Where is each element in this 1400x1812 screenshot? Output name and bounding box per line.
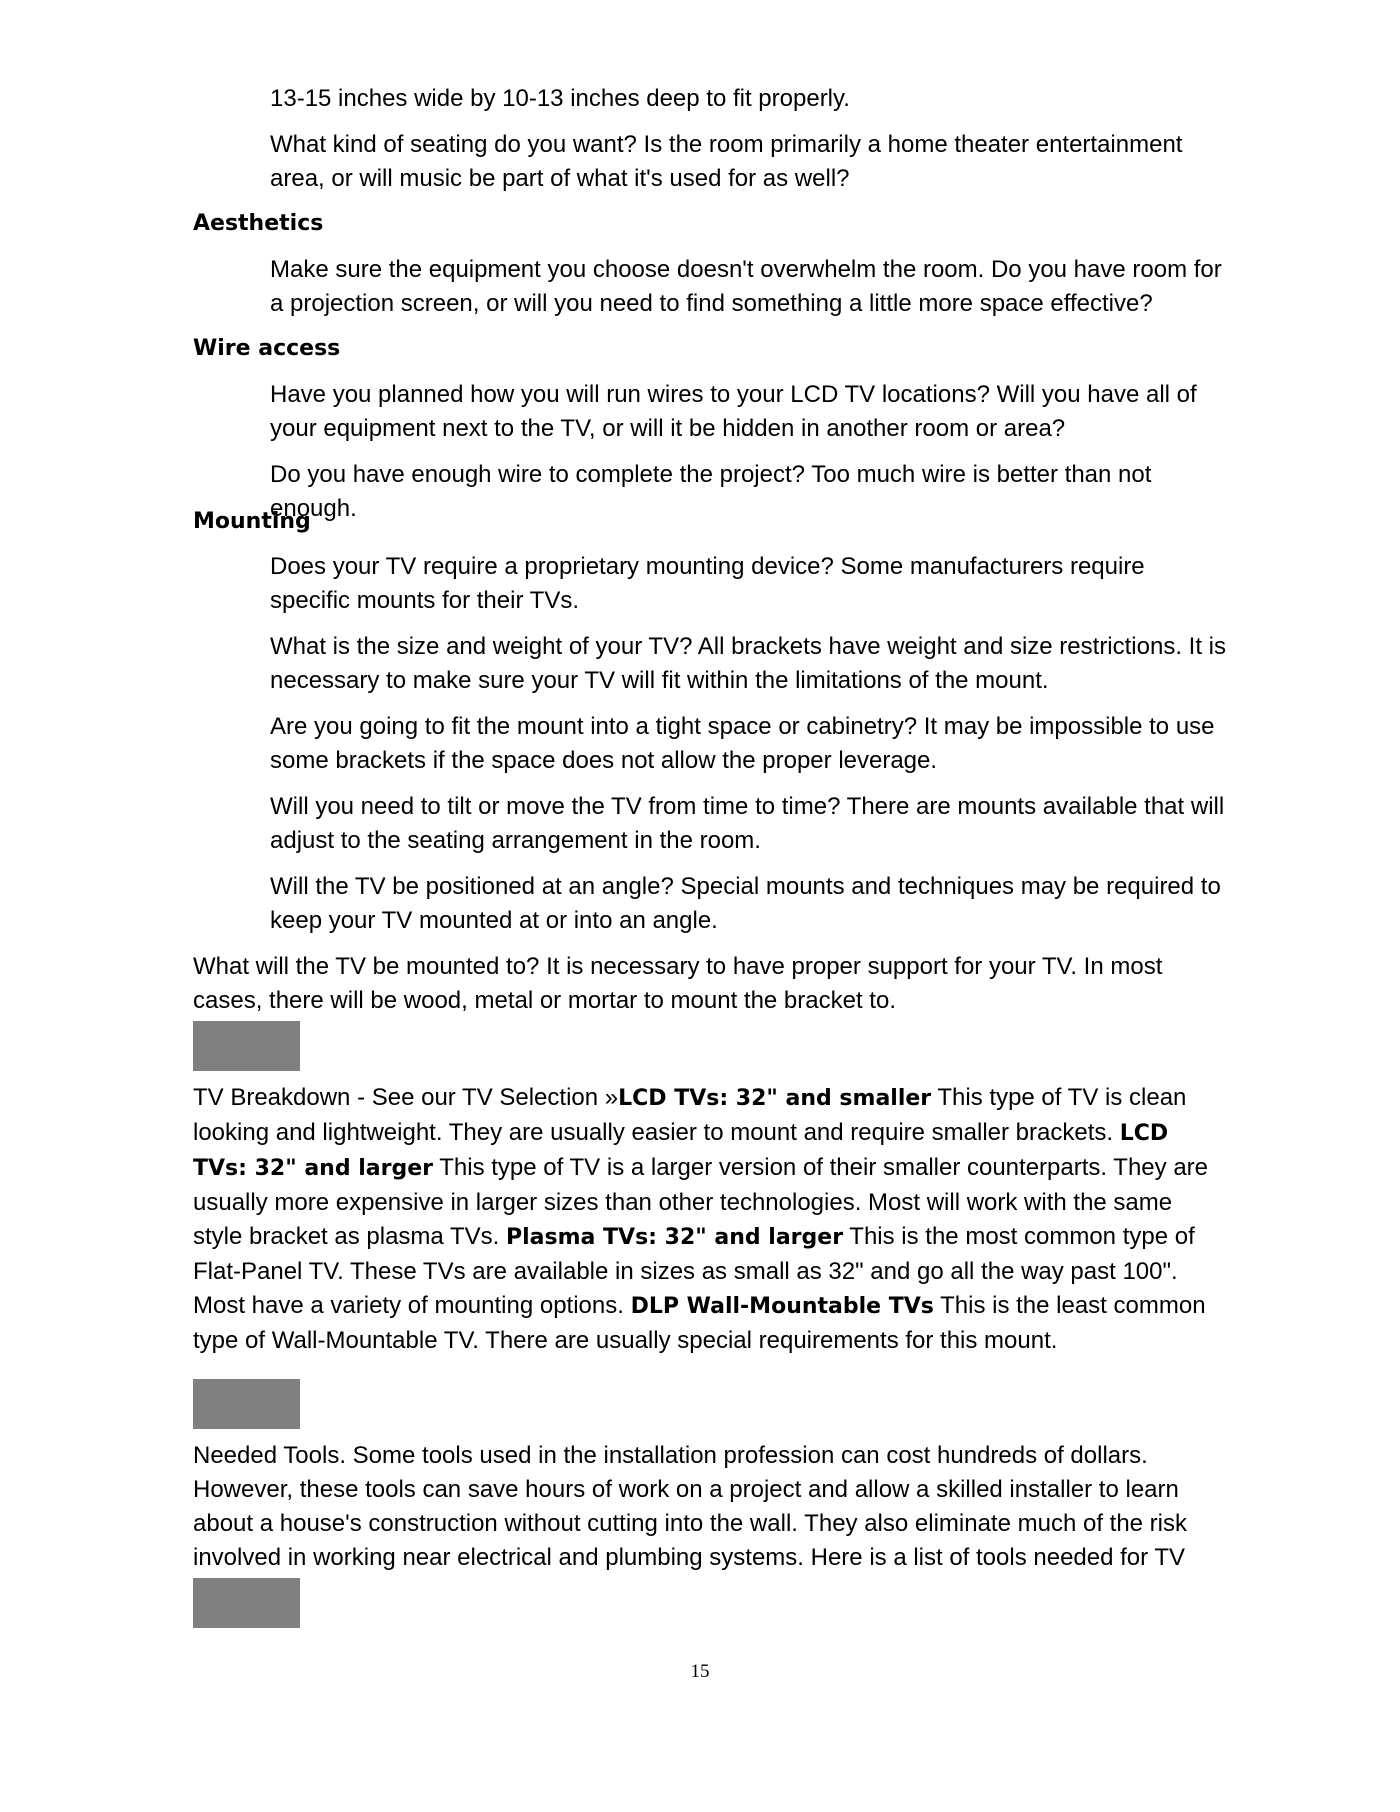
paragraph-tight-space: Are you going to fit the mount into a tight space or cabinetry? It may be impossible to use some brackets if the space does not allow the proper leverage. xyxy=(270,713,1215,774)
paragraph-proprietary-mount: Does your TV require a proprietary mounting device? Some manufacturers require specific mounts for their TVs. xyxy=(270,553,1145,614)
breakdown-intro: TV Breakdown - See our TV Selection » xyxy=(193,1084,619,1111)
image-placeholder-2 xyxy=(193,1379,300,1429)
paragraph-seating: What kind of seating do you want? Is the room primarily a home theater entertainment area, or will music be part of what it's used for as well? xyxy=(270,131,1183,192)
image-placeholder-1 xyxy=(193,1021,300,1071)
paragraph-mount-support: What will the TV be mounted to? It is necessary to have proper support for your TV. In most cases, there will be wood, metal or mortar to mount the bracket to. xyxy=(193,953,1163,1014)
image-placeholder-3 xyxy=(193,1578,300,1628)
label-lcd-small: LCD TVs: 32" and smaller xyxy=(618,1086,932,1111)
paragraph-size-weight: What is the size and weight of your TV? All brackets have weight and size restrictions. It is necessary to make sure your TV will fit within the limitations of the mount. xyxy=(270,633,1227,694)
text-dlp: This is the least common type of Wall-Mountable TV. There are usually special requirements for this mount. xyxy=(193,1292,1206,1354)
text-plasma: This is the most common type of Flat-Panel TV. These TVs are available in sizes as small as 32" and go all the way past 100". Most have a variety of mounting options. xyxy=(193,1223,1195,1319)
paragraph-needed-tools: Needed Tools. Some tools used in the installation profession can cost hundreds of dollars. However, these tools can save hours of work on a project and allow a skilled installer to learn about a house's construction without cutting into the wall. They also eliminate much of the risk involved in working near electrical and plumbing systems. Here is a list of tools needed for TV xyxy=(193,1442,1188,1571)
paragraph-wire-planning: Have you planned how you will run wires to your LCD TV locations? Will you have all of your equipment next to the TV, or will it be hidden in another room or area? xyxy=(270,381,1197,442)
page-number: 15 xyxy=(690,1661,710,1682)
label-dlp: DLP Wall-Mountable TVs xyxy=(630,1294,934,1319)
paragraph-angle: Will the TV be positioned at an angle? Special mounts and techniques may be required to keep your TV mounted at or into an angle. xyxy=(270,873,1221,934)
paragraph-aesthetics: Make sure the equipment you choose doesn't overwhelm the room. Do you have room for a projection screen, or will you need to find something a little more space effective? xyxy=(270,256,1222,317)
paragraph-tilt-move: Will you need to tilt or move the TV from time to time? There are mounts available that will adjust to the seating arrangement in the room. xyxy=(270,793,1225,854)
heading-aesthetics: Aesthetics xyxy=(193,211,324,236)
label-plasma: Plasma TVs: 32" and larger xyxy=(506,1225,844,1250)
paragraph-tv-breakdown xyxy=(193,1081,1213,1358)
text-lcd-small: This type of TV is clean looking and lightweight. They are usually easier to mount and require smaller brackets. xyxy=(193,1084,1187,1146)
paragraph-cabinet-size: 13-15 inches wide by 10-13 inches deep to fit properly. xyxy=(270,85,850,112)
paragraph-enough-wire: Do you have enough wire to complete the project? Too much wire is better than not enough. xyxy=(270,461,1152,522)
label-lcd-large: LCD TVs: 32" and larger xyxy=(193,1121,1169,1181)
text-lcd-large: This type of TV is a larger version of their smaller counterparts. They are usually more expensive in larger sizes than other technologies. Most will work with the same style bracket as plasma TVs. xyxy=(193,1154,1209,1250)
heading-wire-access: Wire access xyxy=(193,336,341,361)
heading-mounting: Mounting xyxy=(193,509,311,534)
